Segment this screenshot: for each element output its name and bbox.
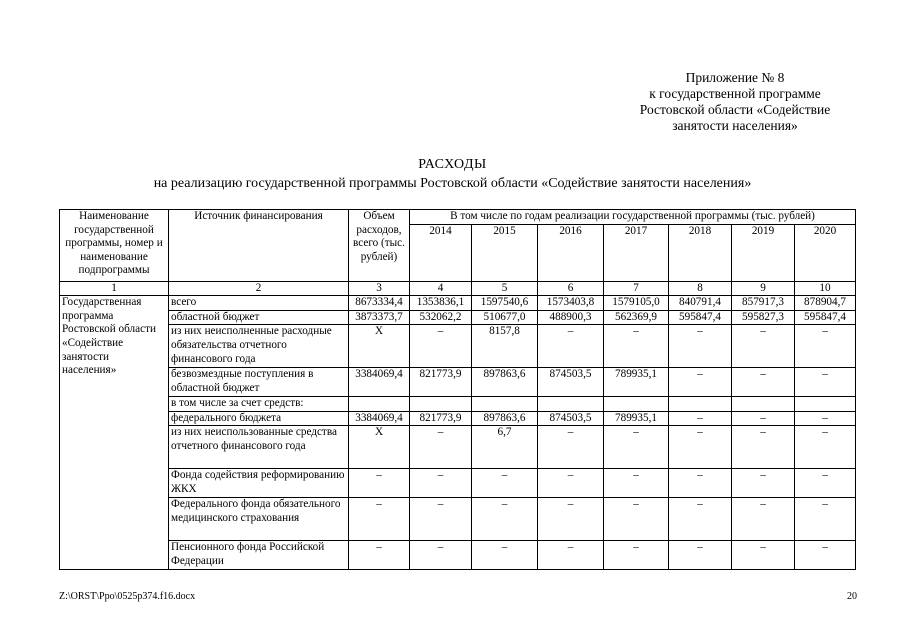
header-name: Наименование государственной программы, номер и наименование подпрограммы	[60, 210, 169, 282]
funding-source: в том числе за счет средств:	[169, 396, 349, 411]
funding-source: Федерального фонда обязательного медицинского страхования	[169, 498, 349, 541]
year-value: –	[538, 498, 604, 541]
appendix-line: занятости населения»	[672, 118, 798, 133]
year-value: –	[795, 368, 856, 396]
year-value: –	[732, 325, 795, 368]
year-value: –	[538, 469, 604, 498]
year-value: –	[795, 469, 856, 498]
appendix-line: Приложение № 8	[685, 70, 785, 85]
year-value: 857917,3	[732, 296, 795, 311]
header-year: 2018	[669, 224, 732, 281]
column-number: 9	[732, 281, 795, 296]
total-volume: 3384069,4	[349, 411, 410, 426]
year-value: 840791,4	[669, 296, 732, 311]
funding-source: федерального бюджета	[169, 411, 349, 426]
column-numbers-row	[60, 281, 856, 296]
year-value: –	[472, 469, 538, 498]
year-value: –	[538, 426, 604, 469]
year-value: 8157,8	[472, 325, 538, 368]
header-row	[60, 210, 856, 225]
year-value: –	[472, 541, 538, 570]
year-value: 595847,4	[795, 310, 856, 325]
total-volume: X	[349, 325, 410, 368]
year-value: –	[604, 426, 669, 469]
funding-source: безвозмездные поступления в областной бюджет	[169, 368, 349, 396]
total-volume: 3873373,7	[349, 310, 410, 325]
year-value	[669, 396, 732, 411]
year-value: 562369,9	[604, 310, 669, 325]
year-value: –	[410, 541, 472, 570]
year-value: –	[732, 498, 795, 541]
year-value: 595847,4	[669, 310, 732, 325]
year-value: –	[795, 498, 856, 541]
year-value: –	[410, 498, 472, 541]
year-value: –	[538, 325, 604, 368]
year-value: 789935,1	[604, 368, 669, 396]
year-value: 595827,3	[732, 310, 795, 325]
table-row	[60, 426, 856, 469]
table-row	[60, 325, 856, 368]
funding-source: из них неиспользованные средства отчетного финансового года	[169, 426, 349, 469]
column-number: 10	[795, 281, 856, 296]
year-value: –	[410, 426, 472, 469]
year-value: –	[410, 325, 472, 368]
year-value: –	[732, 541, 795, 570]
column-number: 2	[169, 281, 349, 296]
year-value: –	[604, 541, 669, 570]
year-value: 789935,1	[604, 411, 669, 426]
funding-source: Фонда содействия реформированию ЖКХ	[169, 469, 349, 498]
year-value: –	[732, 411, 795, 426]
table-row	[60, 469, 856, 498]
appendix-line: к государственной программе	[649, 86, 821, 101]
year-value: –	[669, 498, 732, 541]
year-value	[604, 396, 669, 411]
year-value: 897863,6	[472, 411, 538, 426]
total-volume: X	[349, 426, 410, 469]
year-value: 874503,5	[538, 411, 604, 426]
total-volume: –	[349, 469, 410, 498]
column-number: 6	[538, 281, 604, 296]
document-title: РАСХОДЫ	[418, 157, 487, 172]
table-row	[60, 310, 856, 325]
column-number: 8	[669, 281, 732, 296]
year-value: 874503,5	[538, 368, 604, 396]
total-volume	[349, 396, 410, 411]
file-path: Z:\ORST\Ppo\0525p374.f16.docx	[59, 591, 196, 602]
column-number: 7	[604, 281, 669, 296]
total-volume: 3384069,4	[349, 368, 410, 396]
column-number: 3	[349, 281, 410, 296]
year-value: –	[732, 368, 795, 396]
year-value	[538, 396, 604, 411]
funding-source: из них неисполненные расходные обязательства отчетного финансового года	[169, 325, 349, 368]
table-row	[60, 296, 856, 311]
year-value: 488900,3	[538, 310, 604, 325]
document-subtitle: на реализацию государственной программы Ростовской области «Содействие занятости населения»	[153, 176, 752, 191]
column-number: 5	[472, 281, 538, 296]
column-number: 1	[60, 281, 169, 296]
page-number: 20	[847, 591, 857, 602]
table-row	[60, 498, 856, 541]
year-value: –	[795, 541, 856, 570]
year-value: –	[732, 469, 795, 498]
year-value: –	[669, 541, 732, 570]
header-year: 2017	[604, 224, 669, 281]
year-value	[472, 396, 538, 411]
appendix-note	[615, 70, 855, 134]
header-year: 2019	[732, 224, 795, 281]
expenditure-table	[59, 209, 856, 570]
year-value: –	[795, 411, 856, 426]
program-name: Государственная программа Ростовской области «Содействие занятости населения»	[60, 296, 169, 570]
funding-source: всего	[169, 296, 349, 311]
year-value: 1573403,8	[538, 296, 604, 311]
total-volume: –	[349, 541, 410, 570]
header-year: 2016	[538, 224, 604, 281]
total-volume: –	[349, 498, 410, 541]
appendix-line: Ростовской области «Содействие	[639, 102, 831, 117]
year-value: –	[732, 426, 795, 469]
year-value: 6,7	[472, 426, 538, 469]
year-value: 1353836,1	[410, 296, 472, 311]
year-value: 532062,2	[410, 310, 472, 325]
year-value: 821773,9	[410, 368, 472, 396]
year-value: 1579105,0	[604, 296, 669, 311]
year-value: –	[669, 469, 732, 498]
year-value: –	[669, 368, 732, 396]
funding-source: Пенсионного фонда Российской Федерации	[169, 541, 349, 570]
year-value: –	[795, 325, 856, 368]
header-year: 2015	[472, 224, 538, 281]
year-value	[795, 396, 856, 411]
header-source: Источник финансирования	[169, 210, 349, 282]
year-value: 878904,7	[795, 296, 856, 311]
table-row	[60, 396, 856, 411]
year-value: 1597540,6	[472, 296, 538, 311]
table-row	[60, 541, 856, 570]
year-value: 821773,9	[410, 411, 472, 426]
year-value: –	[669, 325, 732, 368]
year-value: –	[472, 498, 538, 541]
header-years-group: В том числе по годам реализации государственной программы (тыс. рублей)	[410, 210, 856, 225]
header-volume: Объем расходов, всего (тыс. рублей)	[349, 210, 410, 282]
table-row	[60, 411, 856, 426]
year-value: –	[410, 469, 472, 498]
year-value: –	[669, 411, 732, 426]
year-value: –	[604, 469, 669, 498]
year-value: –	[795, 426, 856, 469]
year-value: 897863,6	[472, 368, 538, 396]
header-year: 2020	[795, 224, 856, 281]
year-value: –	[604, 325, 669, 368]
header-year: 2014	[410, 224, 472, 281]
column-number: 4	[410, 281, 472, 296]
year-value: –	[604, 498, 669, 541]
year-value: –	[669, 426, 732, 469]
funding-source: областной бюджет	[169, 310, 349, 325]
year-value: 510677,0	[472, 310, 538, 325]
year-value: –	[538, 541, 604, 570]
total-volume: 8673334,4	[349, 296, 410, 311]
year-value	[410, 396, 472, 411]
year-value	[732, 396, 795, 411]
table-row	[60, 368, 856, 396]
